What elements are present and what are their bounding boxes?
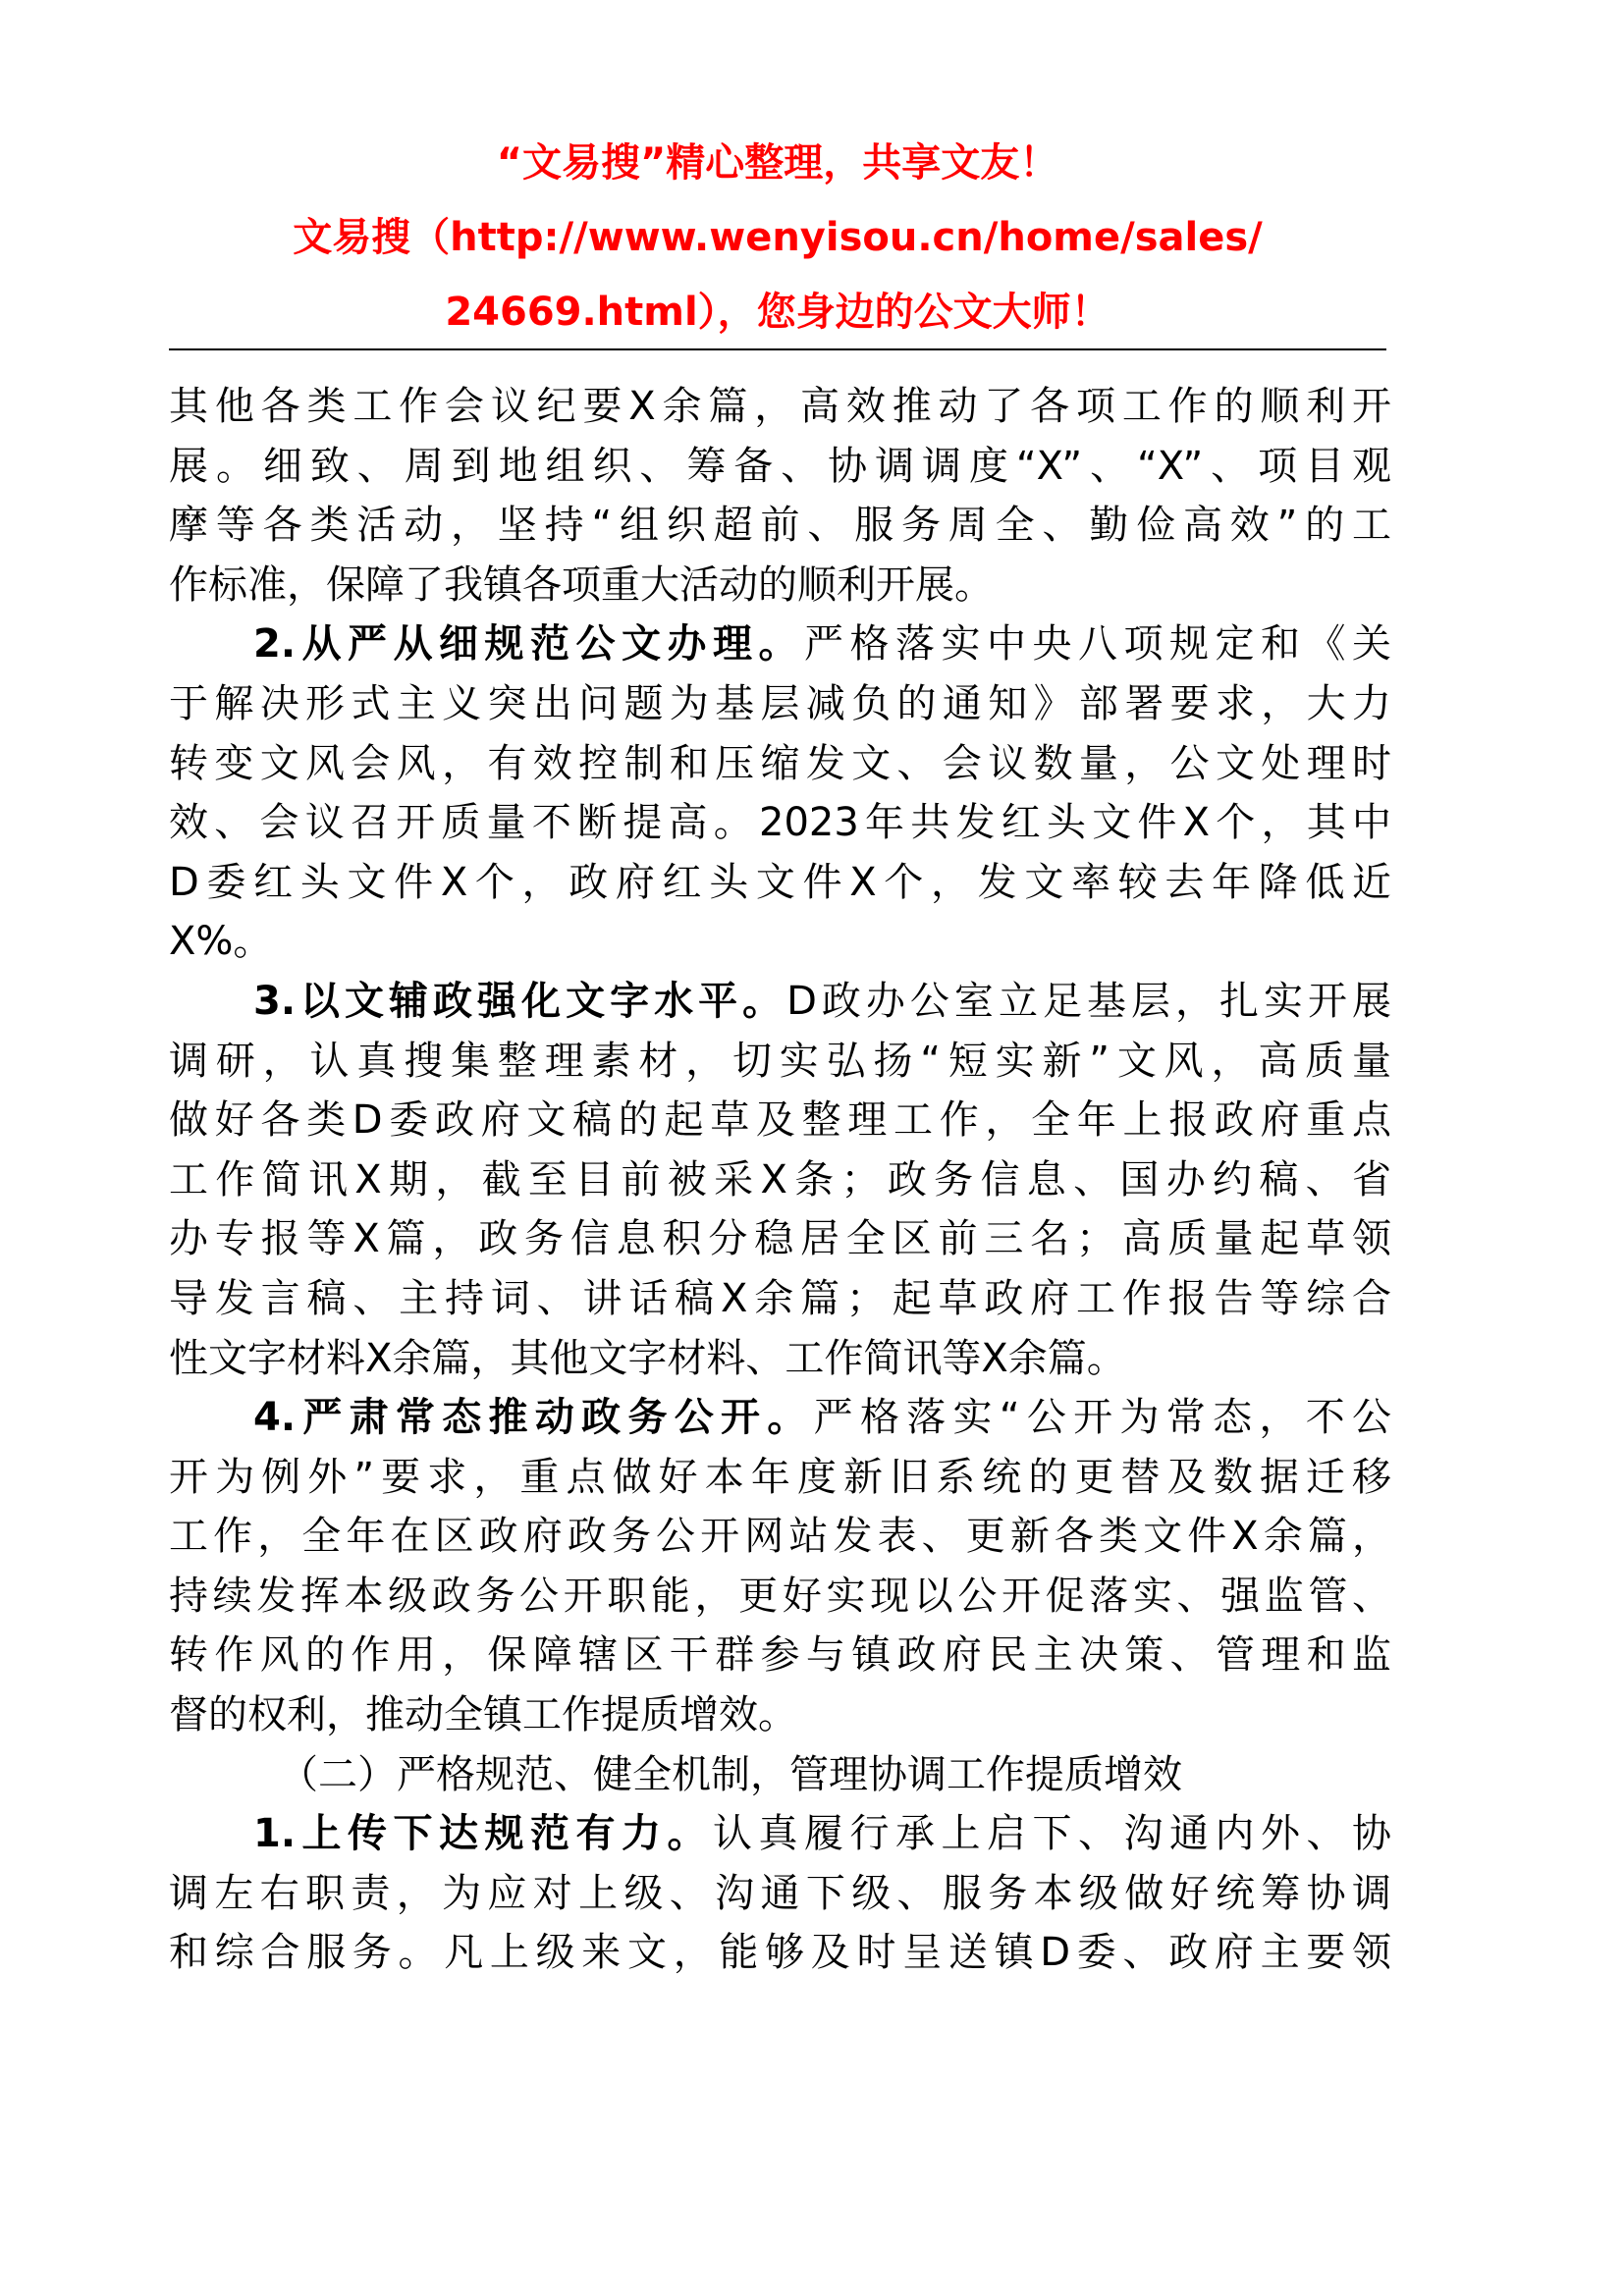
text-line: 展。细致、周到地组织、筹备、协调调度“X”、“X”、项目观 bbox=[169, 443, 1391, 489]
text-line: 摩等各类活动，坚持“组织超前、服务周全、勤俭高效”的工 bbox=[169, 503, 1391, 549]
text-line: 调左右职责，为应对上级、沟通下级、服务本级做好统筹协调 bbox=[169, 1870, 1391, 1916]
watermark-header bbox=[169, 126, 1386, 349]
paragraph-first-line bbox=[169, 614, 1391, 674]
section-heading: （二）严格规范、健全机制，管理协调工作提质增效 bbox=[279, 1751, 1182, 1797]
text-line: 导发言稿、主持词、讲话稿X余篇；起草政府工作报告等综合 bbox=[169, 1275, 1391, 1321]
text-line: 开为例外”要求，重点做好本年度新旧系统的更替及数据迁移 bbox=[169, 1454, 1391, 1500]
text-line: 转变文风会风，有效控制和压缩发文、会议数量，公文处理时 bbox=[169, 740, 1391, 786]
paragraph-heading: 2.从严从细规范公文办理。 bbox=[253, 621, 805, 667]
text-line: 性文字材料X余篇，其他文字材料、工作简讯等X余篇。 bbox=[169, 1335, 1126, 1381]
paragraph-text: 认真履行承上启下、沟通内外、协 bbox=[713, 1811, 1391, 1857]
text-line: 办专报等X篇，政务信息积分稳居全区前三名；高质量起草领 bbox=[169, 1216, 1391, 1262]
document-body bbox=[169, 377, 1391, 1983]
text-line: 其他各类工作会议纪要X余篇，高效推动了各项工作的顺利开 bbox=[169, 384, 1391, 429]
paragraph-first-line bbox=[169, 1804, 1391, 1864]
paragraph-heading: 4.严肃常态推动政务公开。 bbox=[253, 1395, 814, 1441]
text-line: 督的权利，推动全镇工作提质增效。 bbox=[169, 1692, 797, 1738]
paragraph-first-line bbox=[169, 972, 1391, 1032]
text-line: 工作，全年在区政府政务公开网站发表、更新各类文件X余篇， bbox=[169, 1514, 1391, 1560]
text-line: 工作简讯X期，截至目前被采X条；政务信息、国办约稿、省 bbox=[169, 1156, 1391, 1202]
text-line: 调研，认真搜集整理素材，切实弘扬“短实新”文风，高质量 bbox=[169, 1038, 1391, 1084]
text-line: X%。 bbox=[169, 919, 273, 965]
text-line: 持续发挥本级政务公开职能，更好实现以公开促落实、强监管、 bbox=[169, 1573, 1391, 1619]
header-line-2: 文易搜（http://www.wenyisou.cn/home/sales/ bbox=[293, 215, 1263, 260]
text-line: 作标准，保障了我镇各项重大活动的顺利开展。 bbox=[169, 561, 994, 608]
text-line: 效、会议召开质量不断提高。2023年共发红头文件X个，其中 bbox=[169, 800, 1391, 846]
paragraph-heading: 3.以文辅政强化文字水平。 bbox=[253, 978, 787, 1024]
header-line-1: “文易搜”精心整理，共享文友！ bbox=[496, 140, 1059, 186]
paragraph-heading: 1.上传下达规范有力。 bbox=[253, 1811, 714, 1857]
paragraph-text: D政办公室立足基层，扎实开展 bbox=[786, 978, 1391, 1024]
paragraph-first-line bbox=[169, 1388, 1391, 1448]
text-line: 和综合服务。凡上级来文，能够及时呈送镇D委、政府主要领 bbox=[169, 1930, 1391, 1976]
paragraph-text: 严格落实“公开为常态，不公 bbox=[813, 1395, 1391, 1441]
text-line: 做好各类D委政府文稿的起草及整理工作，全年上报政府重点 bbox=[169, 1097, 1391, 1144]
header-line-3: 24669.html），您身边的公文大师！ bbox=[445, 290, 1110, 335]
paragraph-text: 严格落实中央八项规定和《关 bbox=[804, 621, 1391, 667]
text-line: 于解决形式主义突出问题为基层减负的通知》部署要求，大力 bbox=[169, 680, 1391, 726]
text-line: D委红头文件X个，政府红头文件X个，发文率较去年降低近 bbox=[169, 859, 1391, 905]
header-divider bbox=[169, 348, 1386, 350]
text-line: 转作风的作用，保障辖区干群参与镇政府民主决策、管理和监 bbox=[169, 1632, 1391, 1679]
